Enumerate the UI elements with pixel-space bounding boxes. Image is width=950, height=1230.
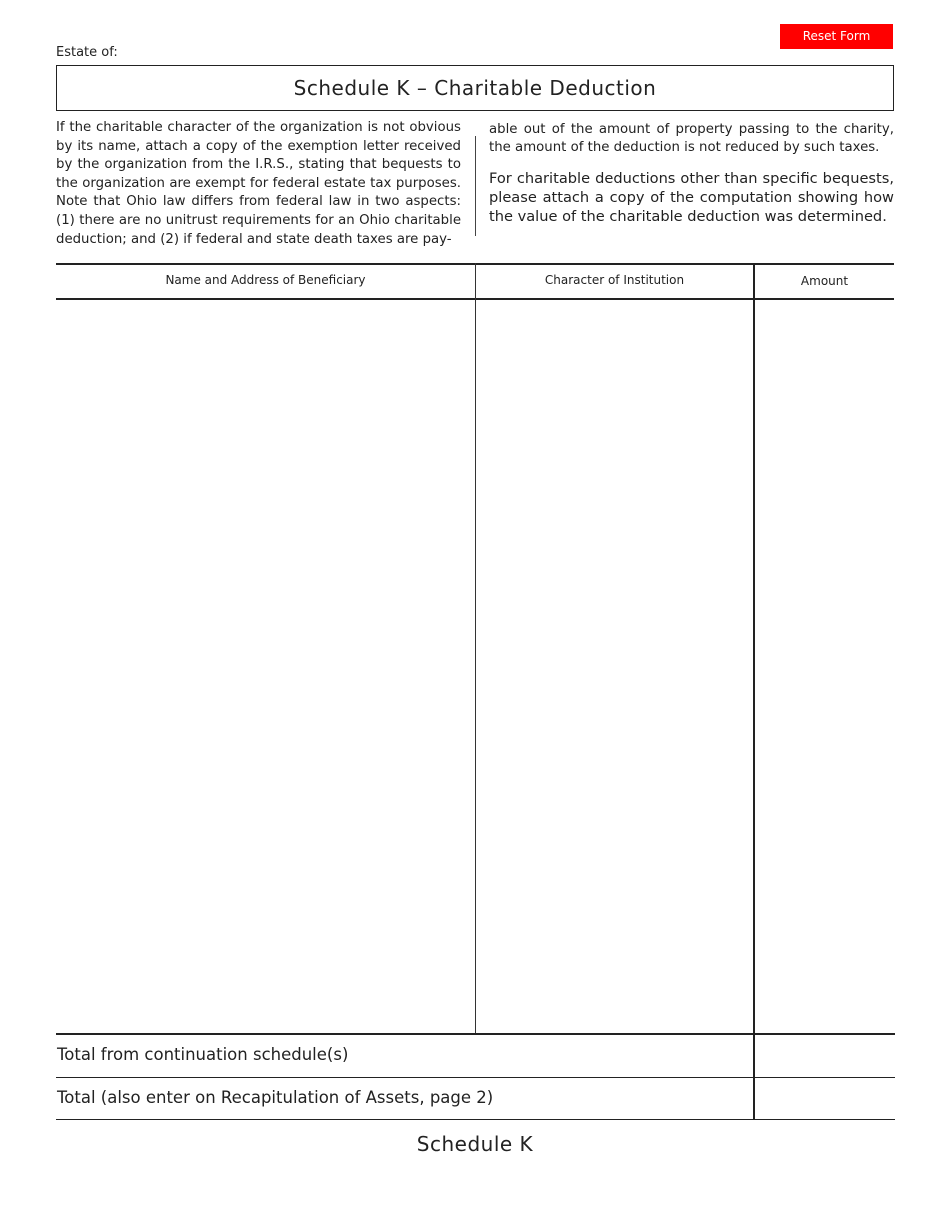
totals-section [56, 1033, 895, 1120]
instructions-computation-note: For charitable deductions other than specific bequests, please attach a copy of the computation showing how the value of the charitable deduction was determined. [489, 170, 894, 225]
instructions-right [489, 121, 894, 226]
grand-total-row [56, 1077, 895, 1120]
schedule-footer: Schedule K [416, 1132, 534, 1156]
instructions-divider [475, 136, 476, 236]
page-title: Schedule K – Charitable Deduction [293, 76, 657, 100]
grand-total-label: Total (also enter on Recapitulation of Assets, page 2) [57, 1088, 494, 1107]
beneficiary-name-field[interactable] [56, 300, 475, 1034]
beneficiary-table [56, 263, 894, 1035]
grand-total-amount-field[interactable] [753, 1078, 897, 1119]
continuation-total-amount-field[interactable] [753, 1035, 897, 1077]
instructions-left: If the charitable character of the organization is not obvious by its name, attach a copy of the exemption letter received by the organization from the I.R.S., stating that bequests to the organization are exempt for federal estate tax purposes. Note that Ohio law differs from federal law in two aspects: (1) there are no unitrust requirements for an Ohio charitable deduction; and (2) if federal and state death taxes are pay- [56, 120, 461, 247]
header-amount: Amount [800, 274, 849, 288]
title-box [56, 65, 894, 111]
continuation-total-row [56, 1033, 895, 1077]
reset-form-button[interactable]: Reset Form [780, 24, 893, 49]
continuation-total-label: Total from continuation schedule(s) [57, 1045, 349, 1064]
instructions-continuation: able out of the amount of property passing to the charity, the amount of the deduction is not reduced by such taxes. [489, 122, 894, 155]
institution-character-field[interactable] [476, 300, 753, 1034]
amount-field[interactable] [755, 300, 894, 1034]
header-name-address: Name and Address of Beneficiary [165, 273, 366, 287]
header-character-institution: Character of Institution [544, 273, 685, 287]
estate-of-label: Estate of: [56, 45, 118, 60]
